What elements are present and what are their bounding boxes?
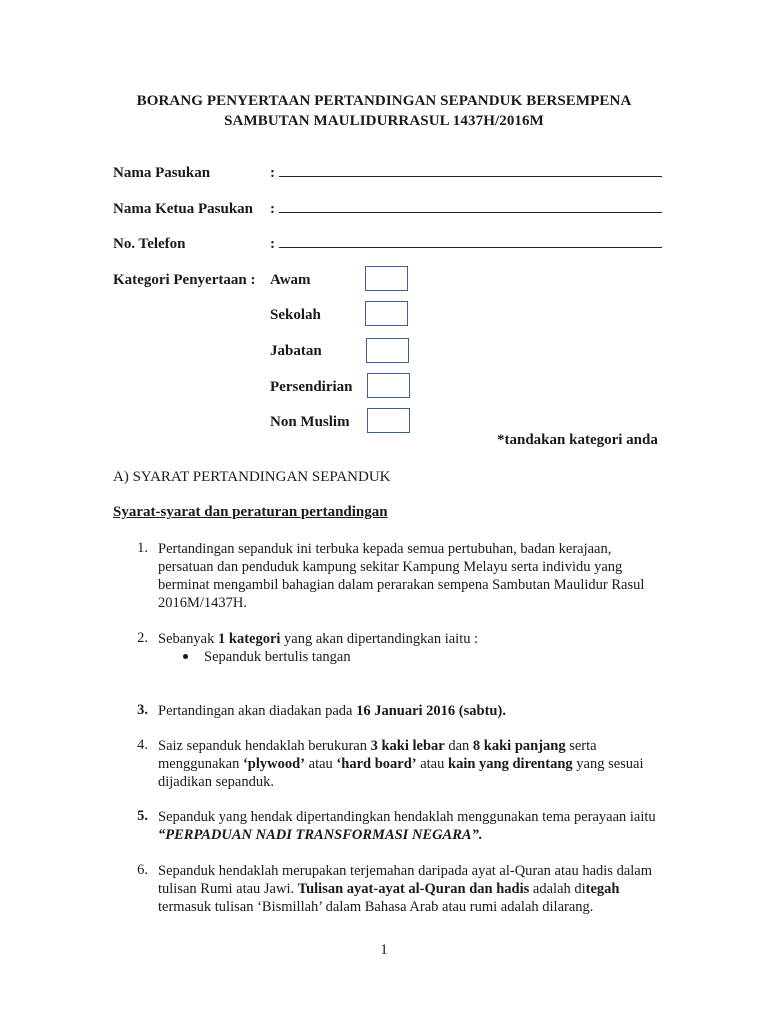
form-title-line1: BORANG PENYERTAAN PERTANDINGAN SEPANDUK BERSEMPENA	[136, 93, 632, 109]
checkbox-sekolah[interactable]	[365, 301, 408, 326]
field-label-nama-pasukan: Nama Pasukan	[113, 165, 211, 181]
item-2-bullet-text: Sepanduk bertulis tangan	[204, 649, 351, 665]
checkbox-awam[interactable]	[365, 266, 408, 291]
checkbox-persendirian[interactable]	[367, 373, 410, 398]
item-4-text: Saiz sepanduk hendaklah berukuran 3 kaki lebar dan 8 kaki panjang serta menggunakan ‘plywood’ atau ‘hard board’ atau kain yang direntang yang sesuai dijadikan sepanduk.	[158, 738, 644, 790]
field-label-telefon: No. Telefon	[113, 236, 186, 252]
checkbox-jabatan[interactable]	[366, 338, 409, 363]
kategori-option-non-muslim: Non Muslim	[270, 414, 350, 430]
form-title-line2: SAMBUTAN MAULIDURRASUL 1437H/2016M	[224, 113, 544, 129]
item-3-number: 3.	[137, 702, 148, 718]
item-6-number: 6.	[137, 862, 148, 878]
item-1-number: 1.	[137, 540, 148, 556]
item-2-number: 2.	[137, 630, 148, 646]
field-telefon[interactable]: :	[270, 236, 662, 253]
item-3-text: Pertandingan akan diadakan pada 16 Januari 2016 (sabtu).	[158, 703, 506, 719]
item-5-number: 5.	[137, 808, 148, 824]
field-nama-ketua[interactable]: :	[270, 201, 662, 218]
item-5-text: Sepanduk yang hendak dipertandingkan hendaklah menggunakan tema perayaan iaitu “PERPADUAN NADI TRANSFORMASI NEGARA”.	[158, 809, 656, 843]
kategori-option-jabatan: Jabatan	[270, 343, 322, 359]
item-6-text: Sepanduk hendaklah merupakan terjemahan daripada ayat al-Quran atau hadis dalam tulisan Rumi atau Jawi. Tulisan ayat-ayat al-Quran dan hadis adalah ditegah termasuk tulisan ‘Bismillah’ dalam Bahasa Arab atau rumi adalah dilarang.	[158, 863, 652, 915]
kategori-note: *tandakan kategori anda	[497, 432, 658, 448]
field-label-nama-ketua: Nama Ketua Pasukan	[113, 201, 254, 217]
section-a-heading: A) SYARAT PERTANDINGAN SEPANDUK	[113, 469, 391, 485]
page-number: 1	[380, 942, 388, 958]
field-nama-pasukan[interactable]: :	[270, 165, 662, 182]
kategori-option-persendirian: Persendirian	[270, 379, 353, 395]
kategori-option-sekolah: Sekolah	[270, 307, 321, 323]
checkbox-non-muslim[interactable]	[367, 408, 410, 433]
item-1-text: Pertandingan sepanduk ini terbuka kepada semua pertubuhan, badan kerajaan, persatuan dan penduduk kampung sekitar Kampung Melayu serta individu yang berminat mengambil bahagian dalam perarakan sempena Sambutan Maulidur Rasul 2016M/1437H.	[158, 541, 645, 611]
item-4-number: 4.	[137, 737, 148, 753]
item-2-text: Sebanyak 1 kategori yang akan dipertandingkan iaitu :	[158, 631, 479, 647]
bullet-dot	[183, 654, 188, 659]
kategori-option-awam: Awam	[270, 272, 311, 288]
section-a-subheading: Syarat-syarat dan peraturan pertandingan	[113, 504, 388, 520]
kategori-label: Kategori Penyertaan :	[113, 272, 256, 288]
